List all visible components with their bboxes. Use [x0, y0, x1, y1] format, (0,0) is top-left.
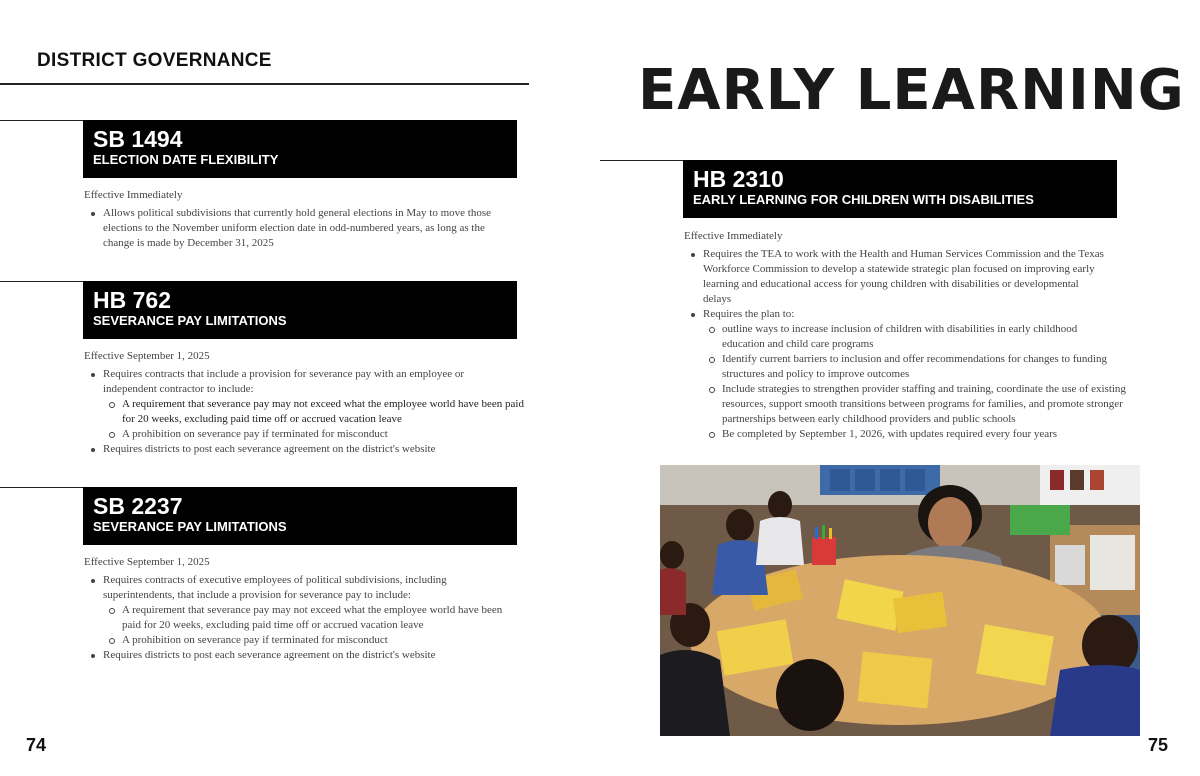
- page-number-right: 75: [1148, 735, 1169, 755]
- sub-bullet-item: A prohibition on severance pay if terminated for misconduct: [103, 427, 529, 442]
- bullet-text: Requires contracts of executive employees of political subdivisions, including superintendents, that include a provision for severance pay to include:: [103, 574, 447, 601]
- bullet-item: [84, 367, 529, 442]
- bill-header-sb2237: [83, 487, 517, 545]
- bullet-text: Requires contracts that include a provision for severance pay with an employee or independent contractor to include:: [103, 368, 465, 395]
- sub-bullet-item: Be completed by September 1, 2026, with updates required every four years: [703, 427, 1139, 442]
- sub-bullet-item: A prohibition on severance pay if terminated for misconduct: [103, 633, 504, 648]
- bullet-item: [684, 307, 1139, 442]
- sub-bullet-item: Include strategies to strengthen provider staffing and training, coordinate the use of existing resources, support smooth transitions between programs for families, and promote stronger partnerships between early childhood providers and public schools: [703, 382, 1139, 427]
- bill-number: HB 2310: [693, 166, 784, 192]
- sub-bullet-item: outline ways to increase inclusion of children with disabilities in early childhood education and child care programs: [703, 322, 1139, 352]
- sub-bullet-item: A requirement that severance pay may not exceed what the employee world have been paid for 20 weeks, excluding paid time off or accrued vacation leave: [103, 603, 504, 633]
- effective-date: Effective September 1, 2025: [84, 556, 210, 568]
- bullet-item: Requires districts to post each severance agreement on the district's website: [84, 648, 504, 663]
- bill-subtitle: SEVERANCE PAY LIMITATIONS: [93, 313, 287, 328]
- bill-number: SB 1494: [93, 126, 183, 152]
- bill-subtitle: SEVERANCE PAY LIMITATIONS: [93, 519, 287, 534]
- effective-date: Effective Immediately: [684, 230, 783, 242]
- bullet-text: Requires the plan to:: [703, 308, 795, 320]
- bill-header-hb2310: [683, 160, 1117, 218]
- bill-subtitle: EARLY LEARNING FOR CHILDREN WITH DISABILITIES: [693, 192, 1034, 207]
- page-number-left: 74: [26, 735, 47, 755]
- bill-body-sb2237: [84, 555, 504, 663]
- bullet-item: [84, 573, 504, 648]
- sub-bullet-item: Identify current barriers to inclusion and offer recommendations for changes to funding structures and policy to improve outcomes: [703, 352, 1139, 382]
- bullet-item: Requires districts to post each severance agreement on the district's website: [84, 442, 529, 457]
- effective-date: Effective Immediately: [84, 189, 183, 201]
- page-title: EARLY LEARNING: [638, 58, 1185, 123]
- bullet-item: Allows political subdivisions that currently hold general elections in May to move those elections to the November uniform election date in odd-numbered years, as long as the change is made by December 31, 2025: [84, 206, 514, 251]
- bill-divider: [0, 120, 84, 121]
- header-divider: [0, 83, 529, 85]
- effective-date: Effective September 1, 2025: [84, 350, 210, 362]
- bill-header-sb1494: [83, 120, 517, 178]
- bill-number: SB 2237: [93, 493, 183, 519]
- classroom-photo: [660, 465, 1140, 736]
- section-label: DISTRICT GOVERNANCE: [37, 50, 272, 71]
- bill-body-sb1494: [84, 188, 514, 251]
- bill-body-hb762: [84, 349, 529, 457]
- bullet-text: Requires the TEA to work with the Health and Human Services Commission and the Texas Workforce Commission to develop a statewide strategic plan focused on improving early learning and educational access for young children with disabilities or developmental delays: [703, 248, 1104, 305]
- bill-subtitle: ELECTION DATE FLEXIBILITY: [93, 152, 279, 167]
- bullet-item: [684, 247, 1139, 307]
- classroom-illustration: [660, 465, 1140, 736]
- bill-divider: [600, 160, 684, 161]
- sub-bullet-item: A requirement that severance pay may not exceed what the employee world have been paid for 20 weeks, excluding paid time off or accrued vacation leave: [103, 397, 529, 427]
- bill-divider: [0, 487, 84, 488]
- bill-body-hb2310: [684, 229, 1139, 442]
- bill-header-hb762: [83, 281, 517, 339]
- bill-divider: [0, 281, 84, 282]
- bill-number: HB 762: [93, 287, 171, 313]
